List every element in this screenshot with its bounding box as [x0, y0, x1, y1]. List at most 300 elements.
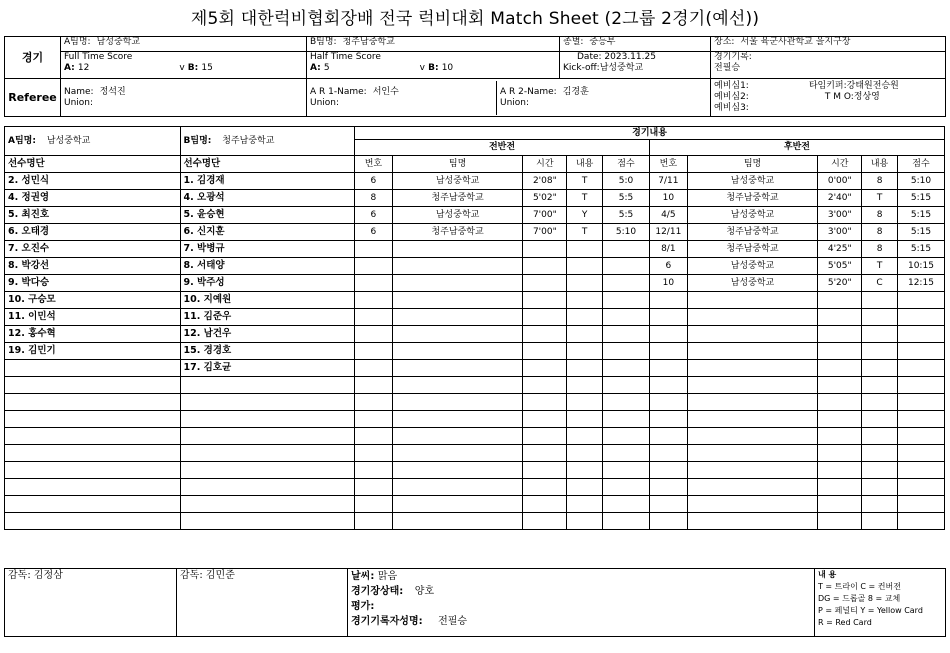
- second-half-event-cell: [649, 394, 687, 411]
- first-half-event-cell: [523, 377, 567, 394]
- division-field: 종별: 중등부: [560, 37, 711, 52]
- match-events-table: [4, 126, 945, 530]
- team-a-player: [5, 496, 181, 513]
- second-half-event-cell: [687, 445, 818, 462]
- second-half-event-cell: [649, 445, 687, 462]
- first-half-event-cell: 5:10: [603, 224, 650, 241]
- table-row: [5, 462, 945, 479]
- first-half-event-cell: [355, 309, 393, 326]
- second-half-label: 후반전: [649, 140, 944, 156]
- first-half-event-cell: [392, 241, 523, 258]
- second-half-event-cell: [862, 513, 898, 530]
- team-a-player: 6. 오태경: [5, 224, 181, 241]
- table-row: [5, 411, 945, 428]
- second-half-event-cell: [818, 445, 862, 462]
- second-half-event-cell: 12/11: [649, 224, 687, 241]
- column-header: 시간: [523, 156, 567, 173]
- full-time-score: Full Time Score A: 12 v B: 15: [61, 52, 307, 79]
- second-half-event-cell: [687, 394, 818, 411]
- match-label: 경기: [5, 37, 61, 79]
- team-a-player: [5, 479, 181, 496]
- events-section-label: 경기내용: [355, 127, 945, 140]
- sheet-title: 제5회 대한럭비협회장배 전국 럭비대회 Match Sheet (2그룹 2경기(예선)): [190, 9, 760, 29]
- team-b-player: [180, 394, 355, 411]
- team-a-player: [5, 394, 181, 411]
- first-half-event-cell: 5:5: [603, 207, 650, 224]
- second-half-event-cell: [818, 479, 862, 496]
- first-half-event-cell: [355, 326, 393, 343]
- table-row: [5, 360, 945, 377]
- second-half-event-cell: T: [862, 190, 898, 207]
- team-b-player: [180, 462, 355, 479]
- first-half-event-cell: [567, 411, 603, 428]
- team-a-field: A팀명: 남성중학교: [61, 37, 307, 52]
- second-half-event-cell: [818, 411, 862, 428]
- second-half-event-cell: [862, 411, 898, 428]
- second-half-event-cell: [897, 479, 944, 496]
- column-header: 번호: [355, 156, 393, 173]
- second-half-event-cell: [897, 513, 944, 530]
- second-half-event-cell: [649, 377, 687, 394]
- second-half-event-cell: 남성중학교: [687, 275, 818, 292]
- first-half-event-cell: [567, 258, 603, 275]
- first-half-event-cell: [355, 292, 393, 309]
- column-header: 팀명: [392, 156, 523, 173]
- team-a-player: 7. 오진수: [5, 241, 181, 258]
- first-half-event-cell: [355, 275, 393, 292]
- second-half-event-cell: [687, 377, 818, 394]
- second-half-event-cell: [862, 360, 898, 377]
- first-half-event-cell: [603, 326, 650, 343]
- second-half-event-cell: [687, 292, 818, 309]
- table-row: [5, 377, 945, 394]
- team-b-player: [180, 479, 355, 496]
- table-row: [5, 445, 945, 462]
- second-half-event-cell: 8: [862, 241, 898, 258]
- second-half-event-cell: [687, 326, 818, 343]
- team-b-player: 5. 윤승현: [180, 207, 355, 224]
- second-half-event-cell: [818, 309, 862, 326]
- team-b-player: 10. 지예원: [180, 292, 355, 309]
- second-half-event-cell: [862, 309, 898, 326]
- first-half-event-cell: [567, 445, 603, 462]
- first-half-event-cell: [567, 360, 603, 377]
- first-half-event-cell: [603, 309, 650, 326]
- first-half-event-cell: [355, 513, 393, 530]
- second-half-event-cell: 10: [649, 190, 687, 207]
- first-half-event-cell: [603, 428, 650, 445]
- team-b-player: 11. 김준우: [180, 309, 355, 326]
- footer-table: [4, 568, 946, 637]
- first-half-event-cell: [392, 258, 523, 275]
- table-row: [5, 394, 945, 411]
- first-half-event-cell: T: [567, 224, 603, 241]
- second-half-event-cell: 남성중학교: [687, 207, 818, 224]
- first-half-event-cell: [567, 462, 603, 479]
- second-half-event-cell: [862, 462, 898, 479]
- teams-row: [5, 127, 945, 140]
- table-row: [5, 224, 945, 241]
- column-header: 점수: [603, 156, 650, 173]
- second-half-event-cell: 5:15: [897, 207, 944, 224]
- second-half-event-cell: [818, 513, 862, 530]
- first-half-event-cell: [392, 462, 523, 479]
- column-header: 내용: [862, 156, 898, 173]
- team-b-player: 6. 신지훈: [180, 224, 355, 241]
- team-b-player: 7. 박병규: [180, 241, 355, 258]
- table-row: [5, 326, 945, 343]
- first-half-event-cell: [523, 343, 567, 360]
- second-half-event-cell: [862, 326, 898, 343]
- second-half-event-cell: [897, 394, 944, 411]
- first-half-event-cell: 7'00": [523, 224, 567, 241]
- first-half-event-cell: [567, 513, 603, 530]
- first-half-event-cell: [392, 479, 523, 496]
- first-half-event-cell: [523, 513, 567, 530]
- first-half-event-cell: 2'08": [523, 173, 567, 190]
- first-half-event-cell: [567, 275, 603, 292]
- table-row: [5, 343, 945, 360]
- first-half-event-cell: [392, 309, 523, 326]
- table-row: [5, 207, 945, 224]
- team-b-player: 4. 오광석: [180, 190, 355, 207]
- second-half-event-cell: [649, 496, 687, 513]
- second-half-event-cell: 5:15: [897, 241, 944, 258]
- second-half-event-cell: [649, 462, 687, 479]
- first-half-event-cell: [603, 394, 650, 411]
- second-half-event-cell: 7/11: [649, 173, 687, 190]
- team-b-name-cell: B팀명: 청주남중학교: [180, 127, 355, 156]
- second-half-event-cell: [687, 411, 818, 428]
- second-half-event-cell: 0'00": [818, 173, 862, 190]
- team-a-player: 4. 정권영: [5, 190, 181, 207]
- second-half-event-cell: [897, 411, 944, 428]
- legend: 내 용 T = 트라이 C = 컨버젼 DG = 드롭골 8 = 교체 P = 페널티 Y = Yellow Card R = Red Card: [815, 569, 946, 637]
- first-half-event-cell: [567, 326, 603, 343]
- second-half-event-cell: 3'00": [818, 207, 862, 224]
- first-half-event-cell: [603, 496, 650, 513]
- column-header: 점수: [897, 156, 944, 173]
- first-half-event-cell: [355, 241, 393, 258]
- first-half-event-cell: 5:5: [603, 190, 650, 207]
- table-row: [5, 479, 945, 496]
- date-kickoff: Date: 2023.11.25 Kick-off:남성중학교: [560, 52, 711, 79]
- second-half-event-cell: [687, 428, 818, 445]
- referee-label: Referee: [5, 79, 61, 117]
- column-header: 번호: [649, 156, 687, 173]
- first-half-event-cell: [567, 496, 603, 513]
- second-half-event-cell: [862, 445, 898, 462]
- second-half-event-cell: 3'00": [818, 224, 862, 241]
- table-row: [5, 428, 945, 445]
- second-half-event-cell: [897, 377, 944, 394]
- first-half-event-cell: [523, 445, 567, 462]
- table-row: [5, 292, 945, 309]
- second-half-event-cell: [649, 343, 687, 360]
- first-half-event-cell: [523, 258, 567, 275]
- first-half-event-cell: [567, 479, 603, 496]
- second-half-event-cell: T: [862, 258, 898, 275]
- team-a-player: 2. 성민식: [5, 173, 181, 190]
- second-half-event-cell: 5:10: [897, 173, 944, 190]
- first-half-event-cell: [603, 292, 650, 309]
- team-a-player: [5, 428, 181, 445]
- second-half-event-cell: 6: [649, 258, 687, 275]
- second-half-event-cell: [687, 513, 818, 530]
- team-a-player: [5, 462, 181, 479]
- second-half-event-cell: [818, 428, 862, 445]
- first-half-event-cell: [523, 462, 567, 479]
- second-half-event-cell: [649, 309, 687, 326]
- team-a-player: 19. 김민기: [5, 343, 181, 360]
- first-half-event-cell: [355, 462, 393, 479]
- team-a-player: 8. 박강선: [5, 258, 181, 275]
- second-half-event-cell: 남성중학교: [687, 173, 818, 190]
- team-a-player: [5, 411, 181, 428]
- first-half-event-cell: [603, 445, 650, 462]
- team-b-player: [180, 377, 355, 394]
- first-half-event-cell: [355, 479, 393, 496]
- team-b-player: 15. 경경호: [180, 343, 355, 360]
- first-half-event-cell: [603, 479, 650, 496]
- second-half-event-cell: [818, 343, 862, 360]
- first-half-event-cell: [392, 343, 523, 360]
- second-half-event-cell: [897, 496, 944, 513]
- second-half-event-cell: [687, 496, 818, 513]
- second-half-event-cell: [862, 479, 898, 496]
- first-half-event-cell: [523, 394, 567, 411]
- team-b-player: 1. 김경재: [180, 173, 355, 190]
- first-half-event-cell: [567, 428, 603, 445]
- first-half-event-cell: [355, 445, 393, 462]
- first-half-event-cell: 6: [355, 207, 393, 224]
- team-b-player: 9. 박주성: [180, 275, 355, 292]
- team-b-player: [180, 445, 355, 462]
- second-half-event-cell: 12:15: [897, 275, 944, 292]
- first-half-event-cell: 청주남중학교: [392, 190, 523, 207]
- second-half-event-cell: 10: [649, 275, 687, 292]
- team-b-player: 8. 서태양: [180, 258, 355, 275]
- team-a-player: [5, 445, 181, 462]
- second-half-event-cell: [897, 428, 944, 445]
- second-half-event-cell: 8: [862, 173, 898, 190]
- column-header: 내용: [567, 156, 603, 173]
- first-half-event-cell: [355, 428, 393, 445]
- first-half-event-cell: [523, 326, 567, 343]
- team-a-player: [5, 360, 181, 377]
- assistant-referees: A R 1-Name: 서인수 Union: A R 2-Name: 김경훈 Union:: [307, 79, 711, 117]
- first-half-event-cell: 남성중학교: [392, 207, 523, 224]
- first-half-event-cell: [355, 343, 393, 360]
- first-half-event-cell: T: [567, 190, 603, 207]
- first-half-event-cell: [523, 275, 567, 292]
- second-half-event-cell: [897, 343, 944, 360]
- second-half-event-cell: [818, 394, 862, 411]
- match-header: [4, 36, 946, 117]
- first-half-event-cell: 5'02": [523, 190, 567, 207]
- first-half-event-cell: [355, 496, 393, 513]
- team-a-roster-header: 선수명단: [5, 156, 181, 173]
- first-half-event-cell: [392, 445, 523, 462]
- record-field: 경기기록: 전필승: [711, 52, 946, 79]
- first-half-event-cell: [523, 241, 567, 258]
- second-half-event-cell: C: [862, 275, 898, 292]
- second-half-event-cell: 청주남중학교: [687, 224, 818, 241]
- second-half-event-cell: [649, 360, 687, 377]
- table-row: [5, 258, 945, 275]
- second-half-event-cell: 8/1: [649, 241, 687, 258]
- second-half-event-cell: 10:15: [897, 258, 944, 275]
- first-half-event-cell: [603, 360, 650, 377]
- second-half-event-cell: [818, 326, 862, 343]
- second-half-event-cell: 4'25": [818, 241, 862, 258]
- first-half-event-cell: [603, 258, 650, 275]
- half-time-score: Half Time Score A: 5 v B: 10: [307, 52, 560, 79]
- team-b-player: [180, 513, 355, 530]
- second-half-event-cell: [897, 309, 944, 326]
- second-half-event-cell: [649, 513, 687, 530]
- second-half-event-cell: [862, 292, 898, 309]
- second-half-event-cell: 8: [862, 224, 898, 241]
- second-half-event-cell: [862, 343, 898, 360]
- second-half-event-cell: [687, 360, 818, 377]
- team-b-player: 17. 김호균: [180, 360, 355, 377]
- second-half-event-cell: [687, 462, 818, 479]
- first-half-event-cell: [603, 513, 650, 530]
- first-half-event-cell: [567, 394, 603, 411]
- first-half-event-cell: [392, 394, 523, 411]
- first-half-event-cell: [567, 241, 603, 258]
- second-half-event-cell: [897, 445, 944, 462]
- team-b-player: [180, 428, 355, 445]
- table-row: [5, 496, 945, 513]
- second-half-event-cell: [818, 462, 862, 479]
- second-half-event-cell: 8: [862, 207, 898, 224]
- first-half-event-cell: [392, 411, 523, 428]
- first-half-event-cell: [392, 377, 523, 394]
- first-half-event-cell: [355, 258, 393, 275]
- first-half-event-cell: [603, 343, 650, 360]
- second-half-event-cell: [649, 479, 687, 496]
- team-b-roster-header: 선수명단: [180, 156, 355, 173]
- second-half-event-cell: [862, 496, 898, 513]
- second-half-event-cell: 청주남중학교: [687, 190, 818, 207]
- first-half-event-cell: [567, 377, 603, 394]
- first-half-event-cell: 5:0: [603, 173, 650, 190]
- first-half-event-cell: [392, 292, 523, 309]
- first-half-event-cell: 6: [355, 173, 393, 190]
- first-half-event-cell: [523, 292, 567, 309]
- second-half-event-cell: [818, 360, 862, 377]
- first-half-event-cell: [523, 411, 567, 428]
- table-row: [5, 190, 945, 207]
- second-half-event-cell: [649, 326, 687, 343]
- second-half-event-cell: [818, 496, 862, 513]
- coach-a: 감독: 김정삼: [5, 569, 177, 637]
- second-half-event-cell: [897, 462, 944, 479]
- first-half-event-cell: [523, 496, 567, 513]
- team-a-player: 11. 이민석: [5, 309, 181, 326]
- second-half-event-cell: [897, 292, 944, 309]
- table-row: [5, 275, 945, 292]
- second-half-event-cell: [649, 292, 687, 309]
- team-b-field: B팀명: 청주남중학교: [307, 37, 560, 52]
- second-half-event-cell: 2'40": [818, 190, 862, 207]
- first-half-event-cell: [567, 292, 603, 309]
- first-half-event-cell: [392, 428, 523, 445]
- table-row: [5, 309, 945, 326]
- second-half-event-cell: 청주남중학교: [687, 241, 818, 258]
- first-half-event-cell: 6: [355, 224, 393, 241]
- first-half-event-cell: [567, 309, 603, 326]
- second-half-event-cell: [862, 377, 898, 394]
- team-a-player: [5, 377, 181, 394]
- second-half-event-cell: 4/5: [649, 207, 687, 224]
- second-half-event-cell: [818, 292, 862, 309]
- first-half-event-cell: 청주남중학교: [392, 224, 523, 241]
- second-half-event-cell: [687, 343, 818, 360]
- first-half-event-cell: [603, 241, 650, 258]
- team-a-player: 12. 홍수혁: [5, 326, 181, 343]
- column-header: 팀명: [687, 156, 818, 173]
- second-half-event-cell: [897, 326, 944, 343]
- second-half-event-cell: 5:15: [897, 190, 944, 207]
- second-half-event-cell: [818, 377, 862, 394]
- reserve-officials: 예비심1: 타임키퍼:강태원전승원 예비심2: T M O:정상영 예비심3:: [711, 79, 946, 117]
- second-half-event-cell: [649, 411, 687, 428]
- first-half-event-cell: [603, 411, 650, 428]
- column-header: 시간: [818, 156, 862, 173]
- table-row: [5, 241, 945, 258]
- team-a-player: [5, 513, 181, 530]
- team-b-player: [180, 411, 355, 428]
- team-a-name-cell: A팀명: 남성중학교: [5, 127, 181, 156]
- table-row: [5, 173, 945, 190]
- second-half-event-cell: [687, 479, 818, 496]
- team-b-player: [180, 496, 355, 513]
- team-a-player: 10. 구승모: [5, 292, 181, 309]
- venue-field: 장소: 서울 육군사관학교 을지구장: [711, 37, 946, 52]
- first-half-event-cell: [355, 360, 393, 377]
- second-half-event-cell: 남성중학교: [687, 258, 818, 275]
- first-half-event-cell: [523, 360, 567, 377]
- second-half-event-cell: 5'05": [818, 258, 862, 275]
- first-half-event-cell: [392, 326, 523, 343]
- second-half-event-cell: 5:15: [897, 224, 944, 241]
- first-half-label: 전반전: [355, 140, 650, 156]
- second-half-event-cell: [649, 428, 687, 445]
- referee-field: Name: 정석진 Union:: [61, 79, 307, 117]
- coach-b: 감독: 김민준: [177, 569, 348, 637]
- first-half-event-cell: Y: [567, 207, 603, 224]
- first-half-event-cell: [603, 462, 650, 479]
- first-half-event-cell: [523, 309, 567, 326]
- second-half-event-cell: [862, 394, 898, 411]
- first-half-event-cell: [523, 479, 567, 496]
- column-header-row: [5, 156, 945, 173]
- first-half-event-cell: T: [567, 173, 603, 190]
- first-half-event-cell: 남성중학교: [392, 173, 523, 190]
- first-half-event-cell: [392, 496, 523, 513]
- table-row: [5, 513, 945, 530]
- first-half-event-cell: 8: [355, 190, 393, 207]
- first-half-event-cell: [355, 394, 393, 411]
- team-b-player: 12. 남건우: [180, 326, 355, 343]
- second-half-event-cell: 5'20": [818, 275, 862, 292]
- first-half-event-cell: [392, 360, 523, 377]
- first-half-event-cell: [392, 513, 523, 530]
- first-half-event-cell: [355, 411, 393, 428]
